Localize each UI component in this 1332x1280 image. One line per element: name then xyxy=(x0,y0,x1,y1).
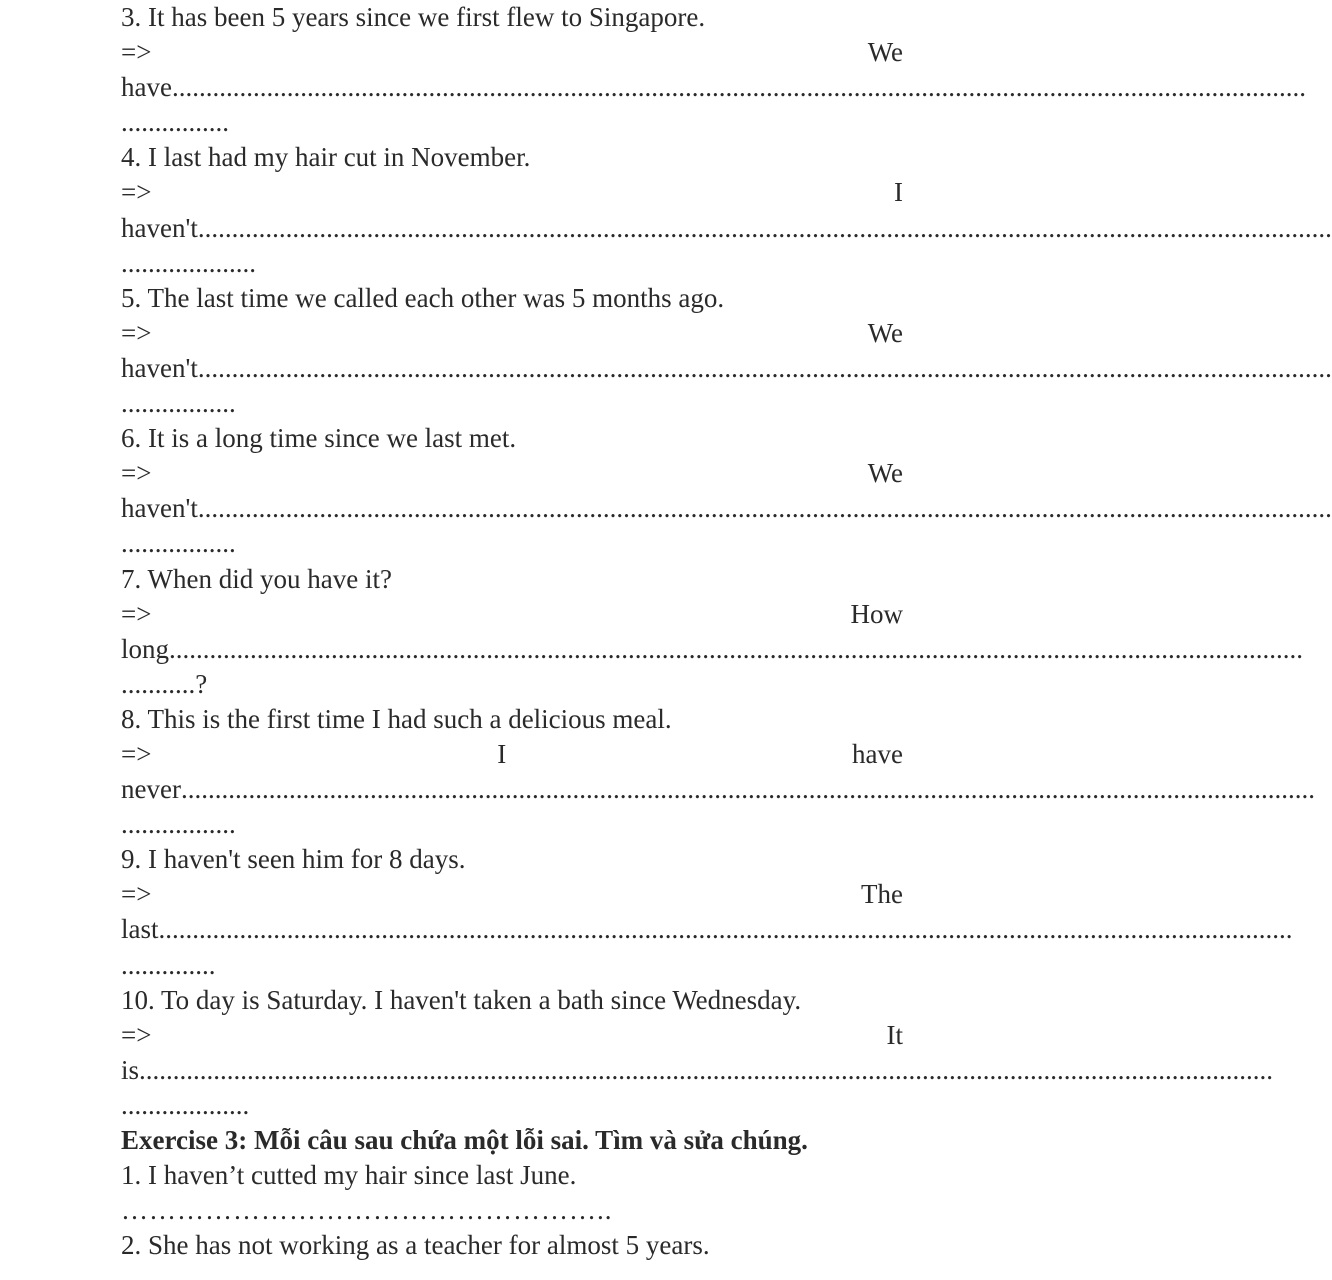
answer-dots-short-5: ................. xyxy=(121,388,236,419)
answer-dots: ........................................................................................................................................................................ xyxy=(139,1054,1274,1085)
exercise-3-answer-line-1[interactable]: …………………………………………….. xyxy=(121,1195,613,1226)
answer-line-3[interactable] xyxy=(121,70,1306,105)
start-word-cont: last xyxy=(121,914,159,945)
answer-line-8[interactable] xyxy=(121,772,1315,807)
arrow: => xyxy=(121,1019,152,1050)
question-3: 3. It has been 5 years since we first flew to Singapore. xyxy=(121,2,706,32)
arrow: => xyxy=(121,317,152,348)
answer-dots: ........................................................................................................................................................................ xyxy=(197,352,1332,383)
start-word-cont: long xyxy=(121,633,170,664)
question-7: 7. When did you have it? xyxy=(121,563,392,594)
answer-dots: ........................................................................................................................................................................ xyxy=(158,914,1293,945)
answer-dots: ........................................................................................................................................................................ xyxy=(197,212,1332,243)
start-word-cont: haven't xyxy=(121,212,198,243)
answer-line-4[interactable] xyxy=(121,211,1332,246)
exercise-3-heading: Exercise 3: Mỗi câu sau chứa một lỗi sai. Tìm và sửa chúng. xyxy=(121,1125,808,1155)
start-word-cont: is xyxy=(121,1054,140,1085)
exercise-page xyxy=(121,0,1332,1263)
start-word: It xyxy=(886,1019,903,1050)
start-word: We xyxy=(867,458,903,489)
answer-prompt-3 xyxy=(121,35,903,70)
answer-dots-short-8: ................. xyxy=(121,809,236,840)
answer-prompt-4 xyxy=(121,175,903,210)
start-word-cont: haven't xyxy=(121,352,198,383)
start-word-cont: have xyxy=(121,72,172,103)
answer-prompt-9 xyxy=(121,877,903,912)
answer-dots: ........................................................................................................................................................................ xyxy=(197,493,1332,524)
answer-prompt-10 xyxy=(121,1018,903,1053)
start-word-cont: never xyxy=(121,774,181,805)
answer-dots-short-10: ................... xyxy=(121,1089,250,1120)
question-5: 5. The last time we called each other was 5 months ago. xyxy=(121,282,725,313)
answer-dots: ........................................................................................................................................................................ xyxy=(171,72,1306,103)
answer-prompt-6 xyxy=(121,456,903,491)
arrow: => xyxy=(121,738,152,769)
exercise-3-question-1: 1. I haven’t cutted my hair since last June. xyxy=(121,1160,577,1191)
arrow: => xyxy=(121,598,152,629)
question-8: 8. This is the first time I had such a delicious meal. xyxy=(121,703,672,734)
start-word: We xyxy=(867,317,903,348)
start-word: We xyxy=(867,37,903,68)
answer-dots: ........................................................................................................................................................................ xyxy=(180,774,1315,805)
answer-dots-short-9: .............. xyxy=(121,949,216,980)
start-word: I xyxy=(894,177,903,208)
answer-line-10[interactable] xyxy=(121,1053,1274,1088)
arrow: => xyxy=(121,37,152,68)
answer-line-5[interactable] xyxy=(121,351,1332,386)
answer-prompt-8 xyxy=(121,737,903,772)
start-word: have xyxy=(852,738,903,769)
start-word: The xyxy=(861,879,903,910)
answer-line-9[interactable] xyxy=(121,912,1293,947)
start-word-cont: haven't xyxy=(121,493,198,524)
start-word-mid: I xyxy=(497,738,507,769)
question-10: 10. To day is Saturday. I haven't taken a bath since Wednesday. xyxy=(121,984,802,1015)
arrow: => xyxy=(121,177,152,208)
question-6: 6. It is a long time since we last met. xyxy=(121,423,517,454)
answer-dots-short-7: ...........? xyxy=(121,668,208,699)
question-9: 9. I haven't seen him for 8 days. xyxy=(121,844,466,875)
answer-dots: ........................................................................................................................................................................ xyxy=(169,633,1304,664)
arrow: => xyxy=(121,879,152,910)
answer-line-6[interactable] xyxy=(121,491,1332,526)
arrow: => xyxy=(121,458,152,489)
answer-prompt-7 xyxy=(121,597,903,632)
answer-dots-short-6: ................. xyxy=(121,528,236,559)
answer-dots-short-3: ................ xyxy=(121,107,229,138)
answer-dots-short-4: .................... xyxy=(121,247,256,278)
answer-prompt-5 xyxy=(121,316,903,351)
answer-line-7[interactable] xyxy=(121,632,1304,667)
question-4: 4. I last had my hair cut in November. xyxy=(121,142,531,173)
start-word: How xyxy=(850,598,903,629)
exercise-3-question-2: 2. She has not working as a teacher for almost 5 years. xyxy=(121,1230,710,1261)
